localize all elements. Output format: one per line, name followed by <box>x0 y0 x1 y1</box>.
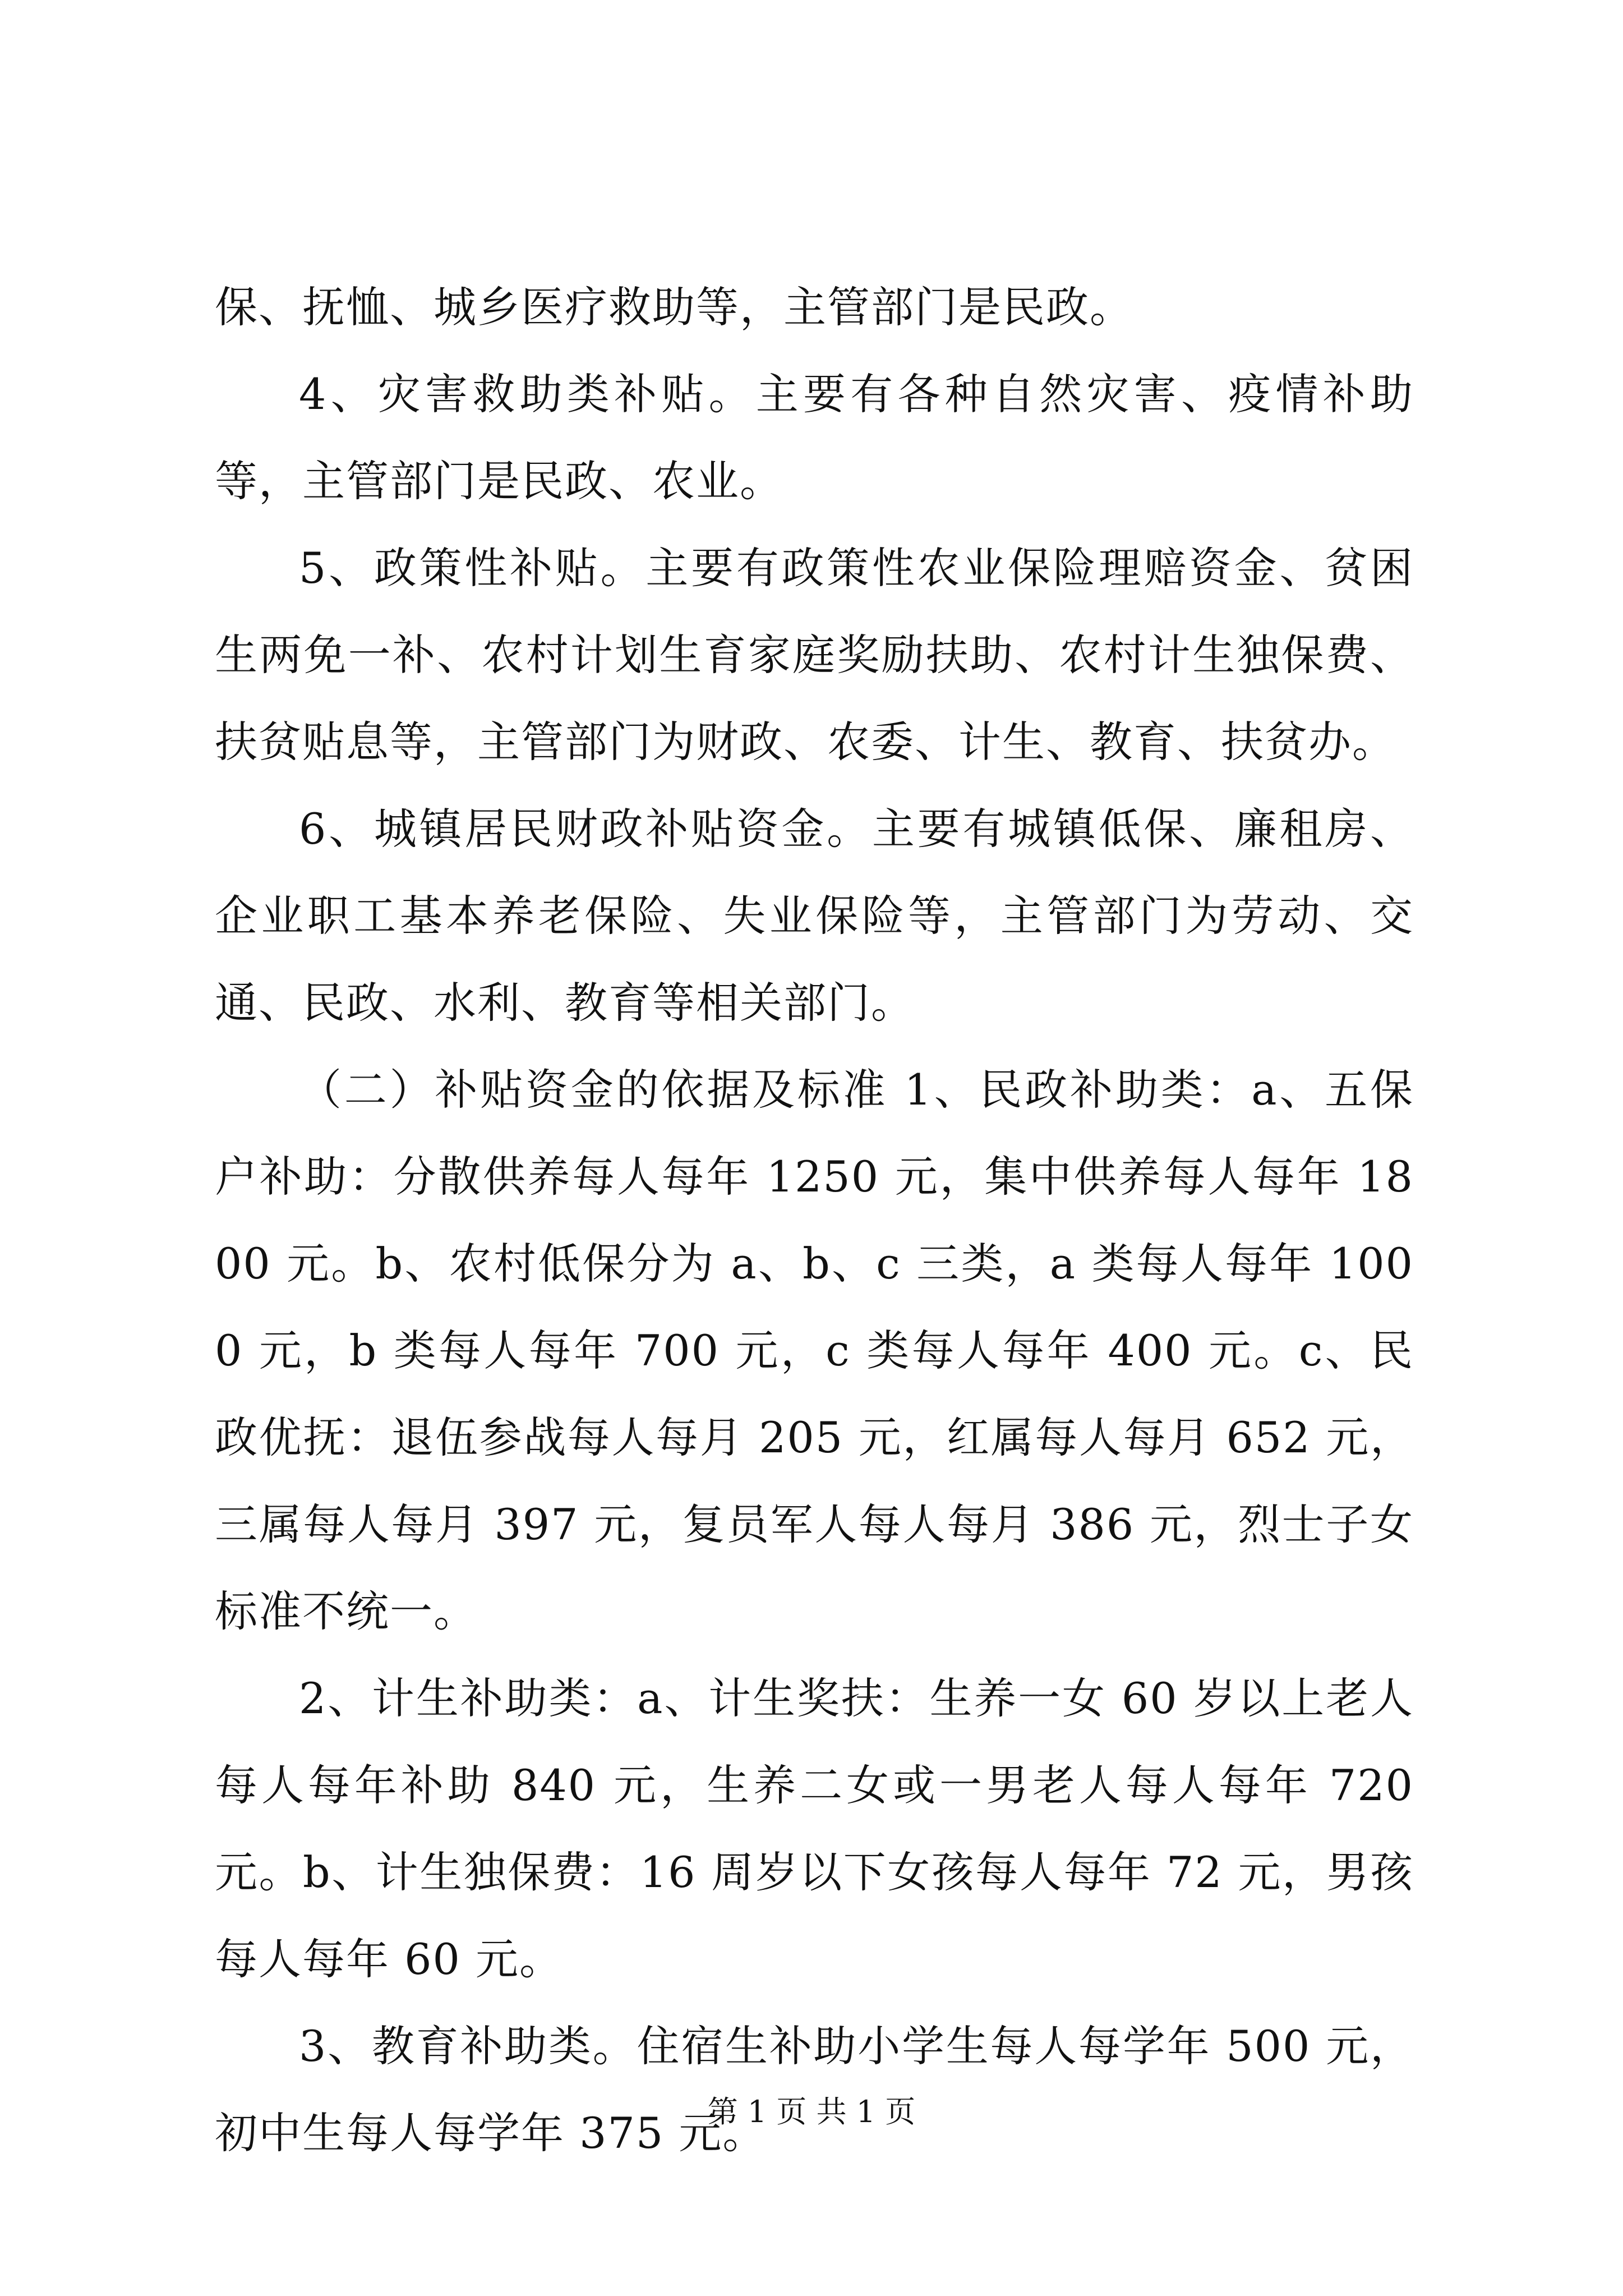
paragraph-disaster-relief: 4、灾害救助类补贴。主要有各种自然灾害、疫情补助等，主管部门是民政、农业。 <box>215 369 1414 506</box>
paragraph-urban-residents: 6、城镇居民财政补贴资金。主要有城镇低保、廉租房、企业职工基本养老保险、失业保险等，主管部门为劳动、交通、民政、水利、教育等相关部门。 <box>215 804 1414 1028</box>
paragraph-continuation: 保、抚恤、城乡医疗救助等，主管部门是民政。 <box>215 282 1133 332</box>
paragraph-standards: （二）补贴资金的依据及标准 1、民政补助类：a、五保户补助：分散供养每人每年 1250 元，集中供养每人每年 1800 元。b、农村低保分为 a、b、c 三类，a 类每人每年 1000 元，b 类每人每年 700 元，c 类每人每年 400 元。c、民政优抚：退伍参战每人每月 205 元，红属每人每月 652 元，三属每人每月 397 元，复员军人每人每月 386 元，烈士子女标准不统一。 <box>215 1065 1414 1636</box>
paragraph-family-planning: 2、计生补助类：a、计生奖扶：生养一女 60 岁以上老人每人每年补助 840 元，生养二女或一男老人每人每年 720 元。b、计生独保费：16 周岁以下女孩每人每年 72 元，男孩每人每年 60 元。 <box>215 1673 1414 1984</box>
document-body <box>215 264 1414 2177</box>
page-number-footer: 第 1 页 共 1 页 <box>707 2094 916 2129</box>
paragraph-policy-subsidy: 5、政策性补贴。主要有政策性农业保险理赔资金、贫困生两免一补、农村计划生育家庭奖励扶助、农村计生独保费、扶贫贴息等，主管部门为财政、农委、计生、教育、扶贫办。 <box>215 543 1414 767</box>
paragraph-education: 3、教育补助类。住宿生补助小学生每人每学年 500 元，初中生每人每学年 375 元。 <box>215 2021 1414 2158</box>
